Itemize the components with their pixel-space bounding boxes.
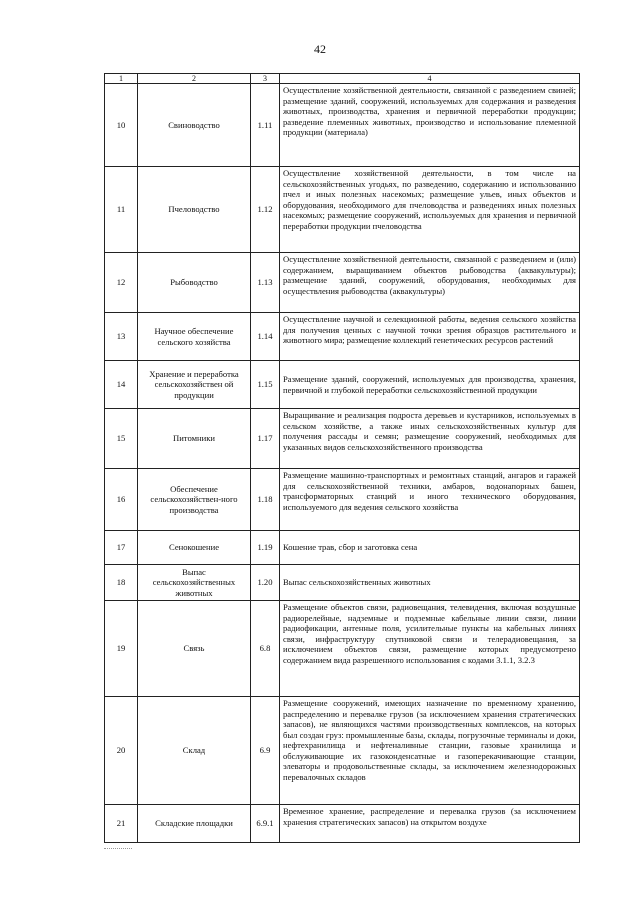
row-name: Хранение и переработка сельскохозяйствен ой продукции [138,361,251,409]
row-code: 1.19 [251,531,280,565]
table-row [105,469,580,531]
row-description: Выпас сельскохозяйственных животных [280,565,580,601]
row-number: 17 [105,531,138,565]
row-description: Осуществление хозяйственной деятельности, связанной с разведением и (или) содержанием, выращиванием объектов рыбоводства (аквакультуры); размещение зданий, сооружений, оборудования, необходимых для осуществления рыбоводства (аквакультуры) [280,253,580,313]
row-name: Склад [138,697,251,805]
table-row [105,601,580,697]
row-description: Размещение объектов связи, радиовещания, телевидения, включая воздушные радиорелейные, надземные и подземные кабельные линии связи, линии радиофикации, антенные поля, усилительные пункты на кабельных линиях связи, инфраструктуру спутниковой связи и телерадиовещания, за исключением объектов связи, размещение которых предусмотрено содержанием вида разрешенного использования с кодами 3.1.1, 3.2.3 [280,601,580,697]
table-row [105,84,580,167]
table-row [105,531,580,565]
row-number: 18 [105,565,138,601]
table-row [105,409,580,469]
row-name: Сенокошение [138,531,251,565]
row-description: Временное хранение, распределение и перевалка грузов (за исключением хранения стратегических запасов) на открытом воздухе [280,805,580,843]
row-number: 12 [105,253,138,313]
row-name: Пчеловодство [138,167,251,253]
row-name: Свиноводство [138,84,251,167]
row-number: 14 [105,361,138,409]
row-number: 11 [105,167,138,253]
header-col-2: 2 [138,74,251,84]
row-code: 1.20 [251,565,280,601]
table-row [105,805,580,843]
row-name: Рыбоводство [138,253,251,313]
table-row [105,361,580,409]
table-header-row [105,74,580,84]
row-code: 6.9.1 [251,805,280,843]
row-number: 19 [105,601,138,697]
row-number: 13 [105,313,138,361]
row-description: Выращивание и реализация подроста деревьев и кустарников, используемых в сельском хозяйстве, а также иных сельскохозяйственных культур для получения рассады и семян; размещение сооружений, необходимых для указанных видов сельскохозяйственного производства [280,409,580,469]
scan-artifact-line [104,848,132,850]
header-col-3: 3 [251,74,280,84]
table-row [105,565,580,601]
table-row [105,167,580,253]
row-number: 21 [105,805,138,843]
row-code: 1.18 [251,469,280,531]
row-description: Размещение сооружений, имеющих назначение по временному хранению, распределению и перевалке грузов (за исключением хранения стратегических запасов), не являющихся частями производственных комплексов, на которых был создан груз: промышленные базы, склады, погрузочные терминалы и доки, нефтехранилища и нефтеналивные станции, газовые хранилища и обслуживающие их газоконденсатные и газоперекачивающие станции, элеваторы и продовольственные склады, за исключением железнодорожных перевалочных складов [280,697,580,805]
row-name: Обеспечение сельскохозяйствен-ного производства [138,469,251,531]
row-description: Размещение машинно-транспортных и ремонтных станций, ангаров и гаражей для сельскохозяйственной техники, амбаров, водонапорных башен, трансформаторных станций и иного технического оборудования, используемого для ведения сельского хозяйства [280,469,580,531]
row-name: Складские площадки [138,805,251,843]
row-number: 15 [105,409,138,469]
row-description: Осуществление хозяйственной деятельности, связанной с разведением свиней; размещение зданий, сооружений, используемых для содержания и разведения животных, производства, хранения и первичной переработки продукции; разведение племенных животных, производство и использование племенной продукции (материала) [280,84,580,167]
row-code: 1.17 [251,409,280,469]
row-description: Размещение зданий, сооружений, используемых для производства, хранения, первичной и глубокой переработки сельскохозяйственной продукции [280,361,580,409]
row-code: 1.12 [251,167,280,253]
row-code: 1.13 [251,253,280,313]
row-code: 1.11 [251,84,280,167]
row-name: Выпас сельскохозяйственных животных [138,565,251,601]
row-number: 16 [105,469,138,531]
row-code: 1.14 [251,313,280,361]
row-description: Осуществление научной и селекционной работы, ведения сельского хозяйства для получения ценных с научной точки зрения образцов растительного и животного мира; размещение коллекций генетических ресурсов растений [280,313,580,361]
row-name: Питомники [138,409,251,469]
header-col-1: 1 [105,74,138,84]
row-code: 6.8 [251,601,280,697]
row-name: Научное обеспечение сельского хозяйства [138,313,251,361]
row-name: Связь [138,601,251,697]
page-number: 42 [314,42,326,56]
table-row [105,697,580,805]
table-row [105,313,580,361]
row-description: Осуществление хозяйственной деятельности, в том числе на сельскохозяйственных угодьях, по разведению, содержанию и использованию пчел и иных полезных насекомых; размещение ульев, иных объектов и оборудования, необходимого для пчеловодства и разведениях иных полезных насекомых; размещение сооружений, используемых для хранения и первичной переработки продукции пчеловодства [280,167,580,253]
row-number: 10 [105,84,138,167]
row-code: 1.15 [251,361,280,409]
row-code: 6.9 [251,697,280,805]
row-number: 20 [105,697,138,805]
land-use-table [104,73,580,843]
table-row [105,253,580,313]
row-description: Кошение трав, сбор и заготовка сена [280,531,580,565]
header-col-4: 4 [280,74,580,84]
